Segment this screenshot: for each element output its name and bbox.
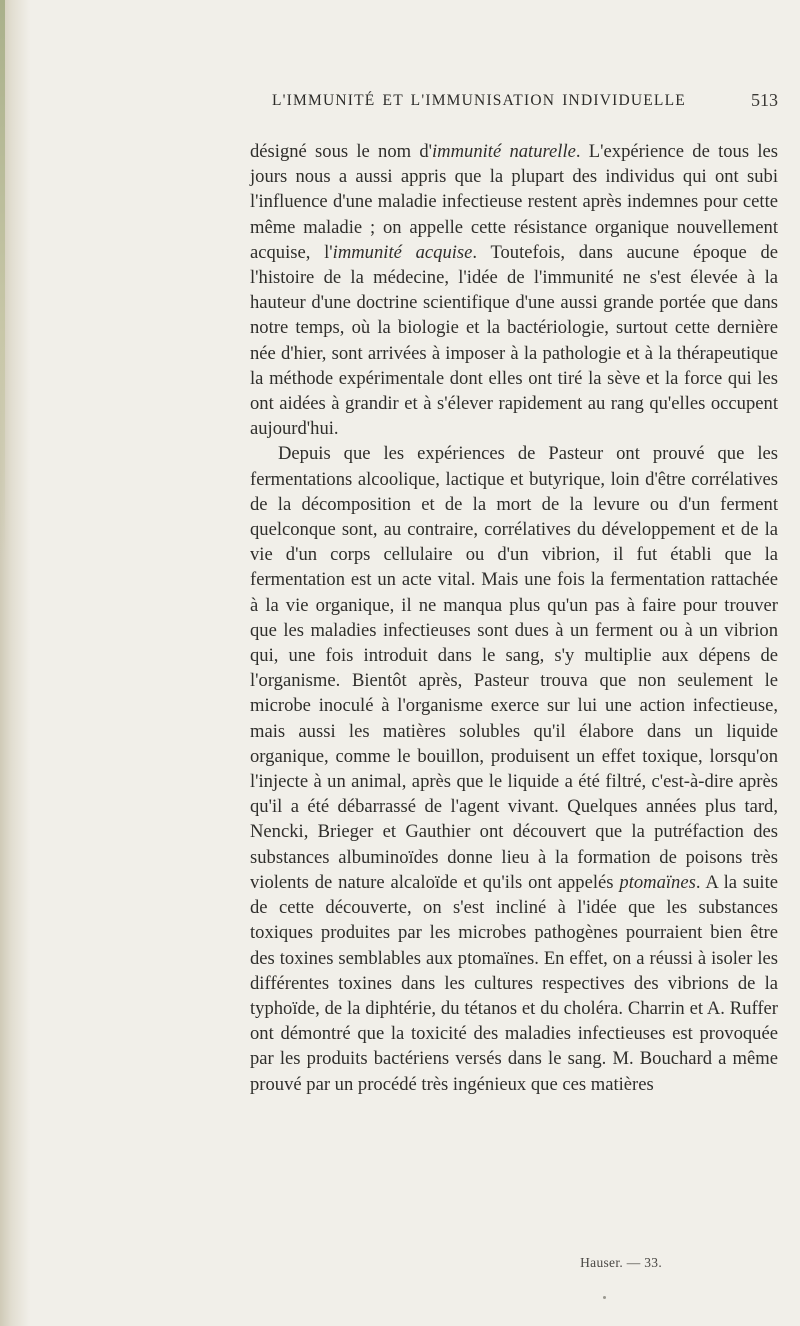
running-title: L'IMMUNITÉ ET L'IMMUNISATION INDIVIDUELLE: [272, 92, 686, 109]
italic-term: immunité acquise: [332, 241, 473, 263]
text-run: . A la suite de cette découverte, on s'est incliné à l'idée que les substances toxiques produites par les microbes pathogènes pourraient bien être des toxines semblables aux ptomaïnes. En effet, on a réussi à isoler les différentes toxines dans les cultures respectives des vibrions de la typhoïde, de la diphtérie, du tétanos et du choléra. Charrin et A. Ruffer ont démontré que la toxicité des maladies infectieuses est provoquée par les produits bactériens versés dans le sang. M. Bouchard a même prouvé par un procédé très ingénieux que ces matières: [250, 871, 778, 1095]
page-scan-edge-shadow: [0, 0, 5, 560]
italic-term: ptomaïnes: [619, 871, 696, 893]
italic-term: immunité naturelle: [432, 141, 576, 162]
paragraph-2: [250, 441, 778, 1096]
text-run: Depuis que les expériences de Pasteur ont prouvé que les fermentations alcoolique, lactique et butyrique, loin d'être corrélatives de la décomposition et de la mort de la levure ou d'un ferment quelconque sont, au contraire, corrélatives du développement et de la vie d'un corps cellulaire ou d'un vibrion, il fut établi que la fermentation est un acte vital. Mais une fois la fermentation rattachée à la vie organique, il ne manqua plus qu'un pas à faire pour trouver que les maladies infectieuses sont dues à un ferment ou à un vibrion qui, une fois introduit dans le sang, s'y multiplie aux dépens de l'organisme. Bientôt après, Pasteur trouva que non seulement le microbe inoculé à l'organisme exerce sur lui une action infectieuse, mais aussi les matières solubles qu'il élabore dans un liquide organique, comme le bouillon, produisent un effet toxique, lorsqu'on l'injecte à un animal, après que le liquide a été filtré, c'est-à-dire après qu'il a été débarrassé de l'agent vivant. Quelques années plus tard, Nencki, Brieger et Gauthier ont découvert que la putréfaction des substances albuminoïdes donne lieu à la formation de poisons très violents de nature alcaloïde et qu'ils ont appelés: [250, 443, 778, 893]
text-run: . Toutefois, dans aucune époque de l'histoire de la médecine, l'idée de l'immunité ne s'est élevée à la hauteur d'une doctrine scientifique d'une aussi grande portée que dans notre temps, où la biologie et la bactériologie, surtout cette dernière née d'hier, sont arrivées à imposer à la pathologie et à la thérapeutique la méthode expérimentale dont elles ont tiré la sève et la force qui les ont aidées à grandir et à s'élever rapidement au rang qu'elles occupent aujourd'hui.: [250, 241, 778, 440]
body-text: [250, 139, 778, 1097]
text-run: . L'expérience de tous les jours nous a aussi appris que la plupart des individus qui ont subi l'influence d'une maladie infectieuse restent après indemnes pour cette même maladie ; on appelle cette résistance organique nouvellement acquise, l': [250, 141, 778, 263]
scan-speck: [603, 1296, 606, 1299]
text-run: désigné sous le nom d': [250, 141, 432, 162]
paragraph-1: [250, 139, 778, 441]
page-number: 513: [751, 90, 778, 110]
running-header: [272, 88, 798, 116]
signature-mark: Hauser. — 33.: [580, 1255, 662, 1270]
